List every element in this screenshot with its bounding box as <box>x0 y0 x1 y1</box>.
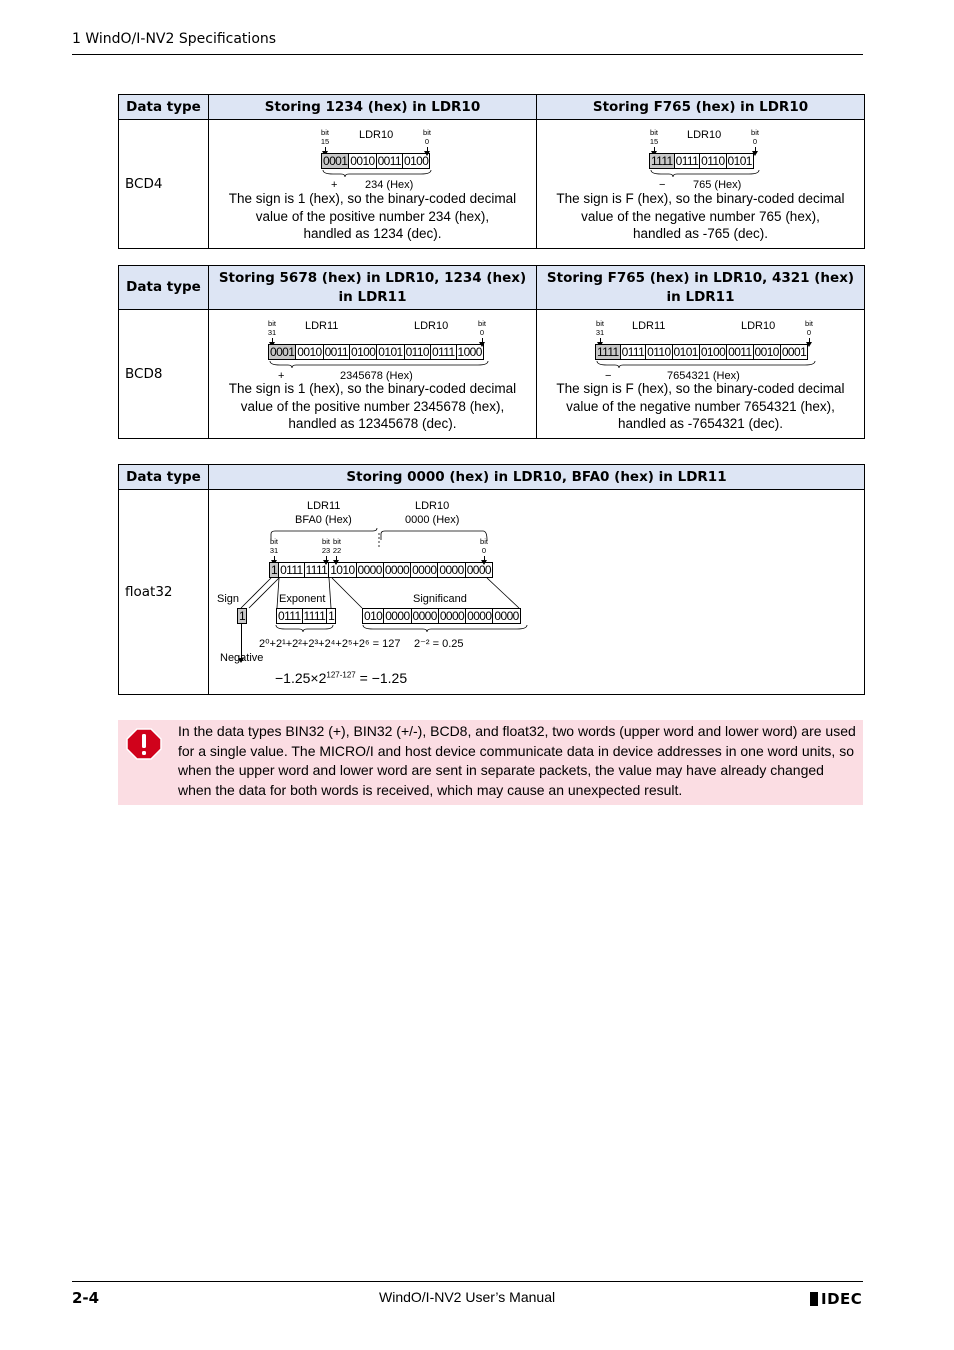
negative-label: Negative <box>220 652 264 664</box>
brace-icon <box>273 624 529 634</box>
float32-diagram: LDR11 BFA0 (Hex) LDR10 0000 (Hex) bit 31 bit 23 bit 22 bit 0 1 0111 1111 1010 0000 0000 0000 0000 0000 Sign Exponent Significand 1 0111 1111 1 010 0000 0000 0000 0000 0000 2⁰+2¹+2²+2³+2⁴+2⁵+2⁶ = 127 2⁻² = 0.25 Negative $-1.25\times 2^{127-127} = -1.25$ <box>209 490 865 695</box>
significand-bits: 010 0000 0000 0000 0000 0000 <box>364 609 519 623</box>
down-arrow-icon <box>484 556 485 561</box>
result-formula: $-1.25\times 2^{127-127} = -1.25$ <box>275 670 408 686</box>
ldr10-label: LDR10 <box>741 320 776 332</box>
col-header-bcd4-positive: Storing 1234 (hex) in LDR10 <box>209 95 537 120</box>
data-type-float32: float32 <box>119 490 209 695</box>
bcd4-negative-cell <box>537 120 865 249</box>
brace-icon <box>268 360 490 370</box>
exponent-bits: 0111 1111 1 <box>278 609 335 623</box>
footer-rule <box>72 1281 863 1282</box>
page-number: 2-4 <box>72 1289 100 1307</box>
down-arrow-icon <box>272 338 273 343</box>
col-header-data-type: Data type <box>119 266 209 310</box>
down-arrow-icon <box>755 147 756 152</box>
brace-icon <box>321 169 433 179</box>
register-brace-icon <box>269 528 491 548</box>
bcd8-negative-hex: 7654321 (Hex) <box>667 370 740 382</box>
exponent-formula: 2⁰+2¹+2²+2³+2⁴+2⁵+2⁶ = 127 <box>259 638 401 650</box>
sign-minus: − <box>605 370 612 382</box>
warning-icon <box>126 728 162 760</box>
bcd8-negative-description: The sign is F (hex), so the binary-coded decimal value of the negative number 7654321 (hex), handled as -7654321 (dec). <box>556 381 845 431</box>
bcd4-positive-hex: 234 (Hex) <box>365 179 414 191</box>
manual-title: WindO/I-NV2 User’s Manual <box>379 1289 556 1305</box>
down-arrow-icon <box>274 556 275 561</box>
sign-label: Sign <box>217 593 240 605</box>
down-arrow-icon <box>427 147 428 152</box>
bcd4-negative-diagram: bit 15 LDR10 bit 0 1111 0111 0110 0101 − 765 (Hex) <box>537 120 865 190</box>
significand-formula: 2⁻² = 0.25 <box>414 638 464 650</box>
sign-plus: + <box>278 370 285 382</box>
warning-box <box>118 720 863 805</box>
ldr10-hex: 0000 (Hex) <box>405 514 460 526</box>
down-arrow-icon <box>325 147 326 152</box>
ldr10-label: LDR10 <box>359 129 394 141</box>
data-type-bcd8: BCD8 <box>119 310 209 439</box>
sign-minus: − <box>659 179 666 191</box>
bcd8-positive-description: The sign is 1 (hex), so the binary-coded decimal value of the positive number 2345678 (hex), handled as 12345678 (dec). <box>228 381 517 431</box>
exponent-label: Exponent <box>279 593 326 605</box>
bcd4-table <box>118 94 865 249</box>
bcd4-positive-cell <box>209 120 537 249</box>
float32-table <box>118 464 865 695</box>
chapter-title: 1 WindO/I-NV2 Specifications <box>72 31 277 47</box>
brace-icon <box>595 360 817 370</box>
ldr11-label: LDR11 <box>632 320 666 332</box>
col-header-data-type: Data type <box>119 465 209 490</box>
bcd4-negative-hex: 765 (Hex) <box>693 179 742 191</box>
brace-icon <box>649 169 761 179</box>
bcd4-positive-bits: 0001 0010 0011 0100 <box>323 154 429 168</box>
idec-logo: IDEC <box>810 1290 862 1308</box>
bcd8-positive-hex: 2345678 (Hex) <box>340 370 413 382</box>
float32-cell <box>209 490 865 695</box>
col-header-bcd8-negative: Storing F765 (hex) in LDR10, 4321 (hex) in LDR11 <box>537 266 865 310</box>
bcd8-positive-cell <box>209 310 537 439</box>
ldr10-label: LDR10 <box>415 500 450 512</box>
col-header-bcd8-positive: Storing 5678 (hex) in LDR10, 1234 (hex) in LDR11 <box>209 266 537 310</box>
header-rule <box>72 54 863 55</box>
data-type-bcd4: BCD4 <box>119 120 209 249</box>
bcd8-positive-diagram: bit 31 LDR11 LDR10 bit 0 0001 0010 0011 0100 0101 0110 0111 1000 + 2345678 (Hex) <box>209 310 537 382</box>
warning-text: In the data types BIN32 (+), BIN32 (+/-), BCD8, and float32, two words (upper word and lower word) are used for a single value. The MICRO/I and host device communicate data in device addresses in one word units, so when the upper word and lower word are sent in separate packets, the value may have already changed when the data for both words is received, which may cause an unexpected result. <box>178 723 856 798</box>
down-arrow-icon <box>336 556 337 561</box>
logo-mark-icon <box>810 1292 818 1306</box>
down-arrow-icon <box>809 338 810 343</box>
bcd4-negative-bits: 1111 0111 0110 0101 <box>651 154 752 168</box>
col-header-float32: Storing 0000 (hex) in LDR10, BFA0 (hex) in LDR11 <box>209 465 865 490</box>
bcd4-positive-diagram: bit 15 LDR10 bit 0 0001 0010 0011 0100 + 234 (Hex) <box>209 120 537 190</box>
down-arrow-icon <box>600 338 601 343</box>
bcd4-negative-description: The sign is F (hex), so the binary-coded decimal value of the negative number 765 (hex), handled as -765 (dec). <box>556 191 845 241</box>
bcd8-negative-bits: 1111 0111 0110 0101 0100 0011 0010 0001 <box>597 345 807 359</box>
down-arrow-icon <box>326 556 327 561</box>
bcd8-positive-bits: 0001 0010 0011 0100 0101 0110 0111 1000 <box>270 345 482 359</box>
col-header-bcd4-negative: Storing F765 (hex) in LDR10 <box>537 95 865 120</box>
bcd8-table <box>118 265 865 439</box>
sign-plus: + <box>331 179 338 191</box>
significand-label: Significand <box>413 593 467 605</box>
ldr11-label: LDR11 <box>305 320 339 332</box>
ldr10-label: LDR10 <box>687 129 722 141</box>
ldr11-hex: BFA0 (Hex) <box>295 514 352 526</box>
ldr10-label: LDR10 <box>414 320 449 332</box>
bcd8-negative-cell <box>537 310 865 439</box>
bcd8-negative-diagram: bit 31 LDR11 LDR10 bit 0 1111 0111 0110 0101 0100 0011 0010 0001 − 7654321 (Hex) <box>537 310 865 382</box>
ldr11-label: LDR11 <box>307 500 341 512</box>
down-arrow-icon <box>654 147 655 152</box>
bcd4-positive-description: The sign is 1 (hex), so the binary-coded decimal value of the positive number 234 (hex), handled as 1234 (dec). <box>228 191 517 241</box>
sign-bit: 1 <box>239 609 246 623</box>
float32-bits: 1 0111 1111 1010 0000 0000 0000 0000 0000 <box>271 563 491 577</box>
down-arrow-icon <box>482 338 483 343</box>
col-header-data-type: Data type <box>119 95 209 120</box>
